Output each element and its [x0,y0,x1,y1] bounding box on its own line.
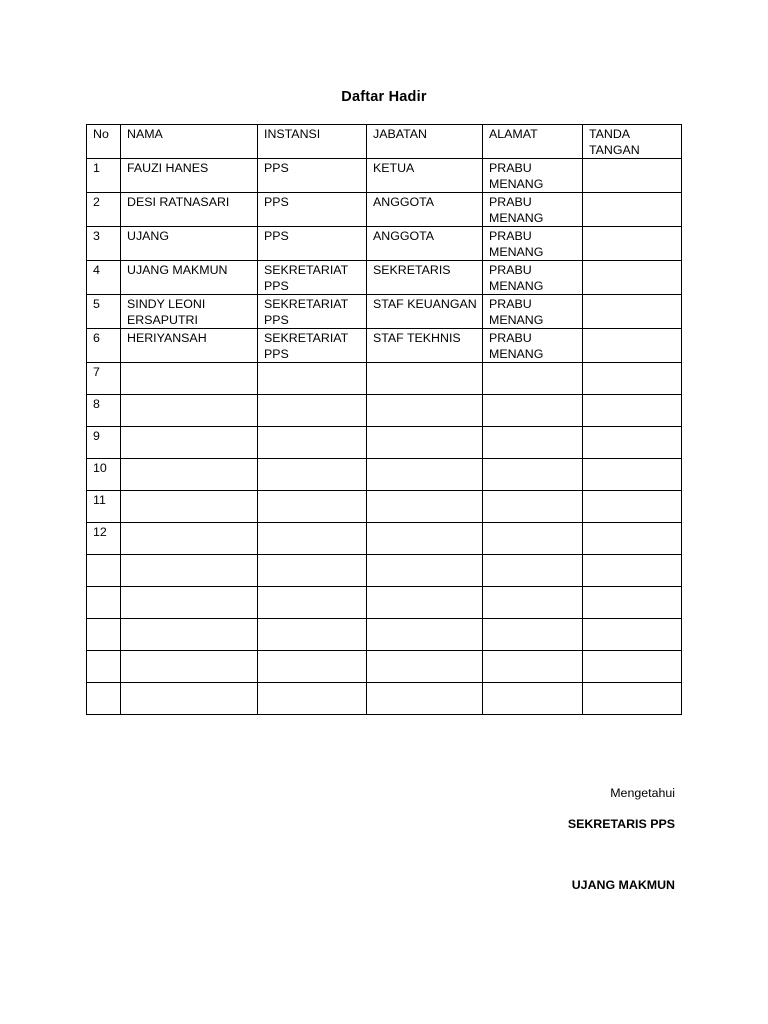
table-row [87,261,682,295]
table-row [87,555,682,587]
cell-jabatan [367,395,483,427]
cell-no: 10 [87,459,121,491]
cell-instansi [258,683,367,715]
cell-tanda-tangan [583,427,682,459]
cell-instansi [258,395,367,427]
cell-nama [121,683,258,715]
cell-nama: SINDY LEONI ERSAPUTRI [121,295,258,329]
cell-nama [121,555,258,587]
cell-nama [121,363,258,395]
cell-instansi [258,619,367,651]
cell-no: 9 [87,427,121,459]
cell-nama [121,395,258,427]
header-no: No [87,125,121,159]
table-row [87,491,682,523]
cell-jabatan: KETUA [367,159,483,193]
table-row [87,683,682,715]
cell-jabatan [367,587,483,619]
cell-no: 1 [87,159,121,193]
cell-tanda-tangan [583,587,682,619]
cell-tanda-tangan [583,395,682,427]
cell-alamat [483,587,583,619]
cell-alamat [483,555,583,587]
cell-alamat: PRABU MENANG [483,193,583,227]
cell-jabatan [367,555,483,587]
acknowledged-label: Mengetahui [610,786,675,800]
cell-instansi [258,523,367,555]
cell-nama [121,651,258,683]
cell-tanda-tangan [583,159,682,193]
attendance-table-body [87,125,682,715]
cell-tanda-tangan [583,193,682,227]
cell-tanda-tangan [583,619,682,651]
header-tanda-tangan: TANDA TANGAN [583,125,682,159]
cell-no: 8 [87,395,121,427]
document-title: Daftar Hadir [341,89,427,105]
table-row [87,227,682,261]
cell-jabatan [367,683,483,715]
cell-tanda-tangan [583,555,682,587]
cell-alamat [483,363,583,395]
cell-no [87,555,121,587]
cell-jabatan: STAF KEUANGAN [367,295,483,329]
cell-jabatan [367,363,483,395]
cell-alamat [483,523,583,555]
table-row [87,523,682,555]
cell-alamat: PRABU MENANG [483,261,583,295]
cell-instansi: SEKRETARIAT PPS [258,261,367,295]
table-row [87,193,682,227]
table-row [87,587,682,619]
cell-alamat: PRABU MENANG [483,329,583,363]
cell-tanda-tangan [583,651,682,683]
cell-tanda-tangan [583,459,682,491]
cell-nama [121,491,258,523]
cell-jabatan [367,491,483,523]
cell-jabatan: STAF TEKHNIS [367,329,483,363]
cell-tanda-tangan [583,329,682,363]
cell-nama: UJANG MAKMUN [121,261,258,295]
table-row [87,459,682,491]
cell-jabatan: ANGGOTA [367,227,483,261]
table-row [87,395,682,427]
cell-nama [121,619,258,651]
signer-role: SEKRETARIS PPS [567,817,675,831]
cell-instansi [258,651,367,683]
table-row [87,651,682,683]
header-alamat: ALAMAT [483,125,583,159]
cell-jabatan [367,459,483,491]
cell-alamat [483,427,583,459]
cell-no: 12 [87,523,121,555]
cell-tanda-tangan [583,363,682,395]
header-jabatan: JABATAN [367,125,483,159]
cell-instansi: PPS [258,227,367,261]
cell-alamat [483,683,583,715]
cell-jabatan [367,427,483,459]
cell-alamat: PRABU MENANG [483,227,583,261]
cell-no [87,587,121,619]
cell-instansi: SEKRETARIAT PPS [258,295,367,329]
table-row [87,619,682,651]
header-instansi: INSTANSI [258,125,367,159]
cell-no: 3 [87,227,121,261]
cell-no [87,683,121,715]
cell-nama: HERIYANSAH [121,329,258,363]
cell-instansi: PPS [258,159,367,193]
cell-no: 4 [87,261,121,295]
table-row [87,329,682,363]
cell-alamat [483,459,583,491]
cell-no: 2 [87,193,121,227]
table-row [87,427,682,459]
cell-tanda-tangan [583,491,682,523]
cell-nama [121,587,258,619]
table-header-row [87,125,682,159]
cell-alamat [483,491,583,523]
cell-instansi [258,459,367,491]
cell-nama [121,459,258,491]
cell-no: 11 [87,491,121,523]
cell-instansi [258,427,367,459]
cell-alamat [483,619,583,651]
cell-alamat: PRABU MENANG [483,295,583,329]
cell-tanda-tangan [583,227,682,261]
cell-no [87,651,121,683]
cell-jabatan [367,651,483,683]
cell-alamat [483,651,583,683]
cell-instansi: SEKRETARIAT PPS [258,329,367,363]
cell-jabatan [367,523,483,555]
cell-instansi: PPS [258,193,367,227]
cell-alamat [483,395,583,427]
header-nama: NAMA [121,125,258,159]
cell-jabatan: SEKRETARIS [367,261,483,295]
cell-instansi [258,555,367,587]
table-row [87,295,682,329]
cell-no: 6 [87,329,121,363]
cell-jabatan [367,619,483,651]
cell-instansi [258,363,367,395]
signer-name: UJANG MAKMUN [571,878,675,892]
cell-nama [121,523,258,555]
cell-tanda-tangan [583,683,682,715]
cell-tanda-tangan [583,523,682,555]
cell-tanda-tangan [583,261,682,295]
table-row [87,363,682,395]
cell-nama: DESI RATNASARI [121,193,258,227]
cell-no: 5 [87,295,121,329]
attendance-table [86,124,682,715]
table-row [87,159,682,193]
cell-instansi [258,587,367,619]
cell-tanda-tangan [583,295,682,329]
cell-no: 7 [87,363,121,395]
cell-alamat: PRABU MENANG [483,159,583,193]
cell-nama: FAUZI HANES [121,159,258,193]
cell-nama [121,427,258,459]
cell-no [87,619,121,651]
cell-instansi [258,491,367,523]
cell-jabatan: ANGGOTA [367,193,483,227]
cell-nama: UJANG [121,227,258,261]
